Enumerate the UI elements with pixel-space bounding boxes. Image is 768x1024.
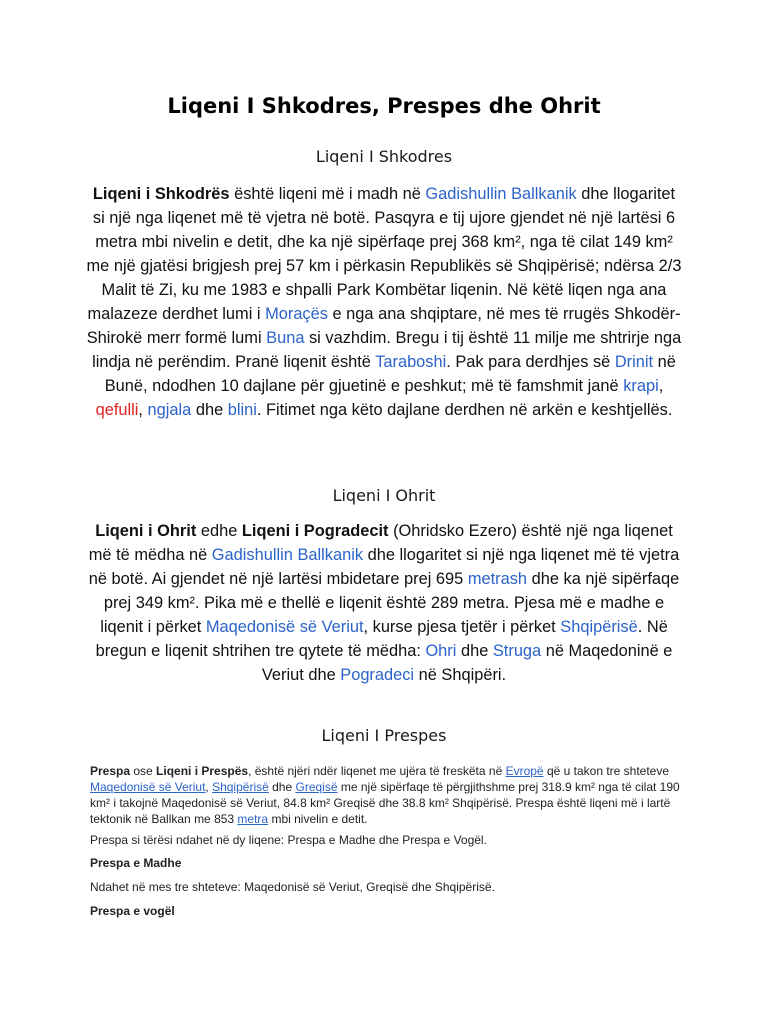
link-gadishulli-ballkanik[interactable]: Gadishullin Ballkanik xyxy=(425,185,577,203)
link-struga[interactable]: Struga xyxy=(492,642,542,660)
link-ngjala[interactable]: ngjala xyxy=(147,401,192,419)
link-evrope[interactable]: Evropë xyxy=(505,764,544,778)
paragraph-shkodra: Liqeni i Shkodrës është liqeni më i madh në Gadishullin Ballkanik dhe llogaritet si një nga liqenet më të vjetra në botë. Pasqyra e tij ujore gjendet në një lartësi 6 metra mbi nivelin e detit, dhe ka një sipërfaqe prej 368 km², nga të cilat 149 km² me një gjatësi brigjesh prej 57 km i përkasin Republikës së Shqipërisë; ndërsa 2/3 Malit të Zi, ku me 1983 e shpalli Park Kombëtar liqenin. Në këtë liqen nga ana malazeze derdhet lumi i Moraçës e nga ana shqiptare, në mes të rrugës Shkodër-Shirokë merr formë lumi Buna si vazhdim. Bregu i tij është 11 milje me shtrirje nga lindja në perëndim. Pranë liqenit është Taraboshi. Pak para derdhjes së Drinit në Bunë, ndodhen 10 dajlane për gjuetinë e peshkut; më të famshmit janë krapi, qefulli, ngjala dhe blini. Fitimet nga këto dajlane derdhen në arkën e keshtjellës. xyxy=(86,185,682,419)
term-bold: Liqeni i Pogradecit xyxy=(241,522,389,540)
link-maqedonise-se-veriut[interactable]: Maqedonisë së Veriut xyxy=(205,618,364,636)
link-taraboshi[interactable]: Taraboshi xyxy=(375,353,447,371)
link-moraca[interactable]: Moraçës xyxy=(265,305,328,323)
subheading-prespa-e-madhe: Prespa e Madhe xyxy=(90,856,182,870)
term-bold: Liqeni i Prespës xyxy=(156,764,249,778)
link-maqedonise-se-veriut[interactable]: Maqedonisë së Veriut xyxy=(90,780,206,794)
link-buna[interactable]: Buna xyxy=(266,329,305,347)
paragraph-prespa: Prespa ose Liqeni i Prespës, është njëri ndër liqenet me ujëra të freskëta në Evropë që u takon tre shteteve Maqedonisë së Veriut, Shqipërisë dhe Greqisë me një sipërfaqe të përgjithshme prej 318.9 km² nga të cilat 190 km² i takojnë Maqedonisë së Veriut, 84.8 km² Greqisë dhe 38.8 km² Shqipërisë. Prespa është liqeni më i lartë tektonik në Ballkan me 853 metra mbi nivelin e detit. xyxy=(90,764,680,826)
link-drinit[interactable]: Drinit xyxy=(614,353,654,371)
link-qefulli[interactable]: qefulli xyxy=(95,401,139,419)
link-pogradeci[interactable]: Pogradeci xyxy=(340,666,415,684)
link-ohri[interactable]: Ohri xyxy=(425,642,457,660)
link-gadishulli-ballkanik[interactable]: Gadishullin Ballkanik xyxy=(211,546,364,564)
link-shqiperise[interactable]: Shqipërisë xyxy=(560,618,638,636)
link-greqise[interactable]: Greqisë xyxy=(295,780,338,794)
section-heading-shkodra: Liqeni I Shkodres xyxy=(315,147,453,166)
link-metra[interactable]: metra xyxy=(237,812,269,826)
section-heading-ohri: Liqeni I Ohrit xyxy=(332,486,436,505)
prespa-e-madhe-text: Ndahet në mes tre shteteve: Maqedonisë së Veriut, Greqisë dhe Shqipërisë. xyxy=(90,880,495,894)
term-bold: Liqeni i Ohrit xyxy=(95,522,197,540)
term-bold: Prespa xyxy=(90,764,131,778)
page-title: Liqeni I Shkodres, Prespes dhe Ohrit xyxy=(167,94,601,118)
link-krapi[interactable]: krapi xyxy=(623,377,659,395)
section-heading-prespa: Liqeni I Prespes xyxy=(321,726,447,745)
link-shqiperise[interactable]: Shqipërisë xyxy=(212,780,269,794)
link-metrash[interactable]: metrash xyxy=(467,570,528,588)
prespa-division-text: Prespa si tërësi ndahet në dy liqene: Prespa e Madhe dhe Prespa e Vogël. xyxy=(90,833,487,847)
term-bold: Liqeni i Shkodrës xyxy=(92,185,230,203)
subheading-prespa-e-vogel: Prespa e vogël xyxy=(90,904,175,918)
paragraph-ohri: Liqeni i Ohrit edhe Liqeni i Pogradecit (Ohridsko Ezero) është një nga liqenet më të mëdha në Gadishullin Ballkanik dhe llogaritet si një nga liqenet më të vjetra në botë. Ai gjendet në një lartësi mbidetare prej 695 metrash dhe ka një sipërfaqe prej 349 km². Pika më e thellë e liqenit është 289 metra. Pjesa më e madhe e liqenit i përket Maqedonisë së Veriut, kurse pjesa tjetër i përket Shqipërisë. Në bregun e liqenit shtrihen tre qytete të mëdha: Ohri dhe Struga në Maqedoninë e Veriut dhe Pogradeci në Shqipëri. xyxy=(88,522,680,684)
link-blini[interactable]: blini xyxy=(227,401,257,419)
